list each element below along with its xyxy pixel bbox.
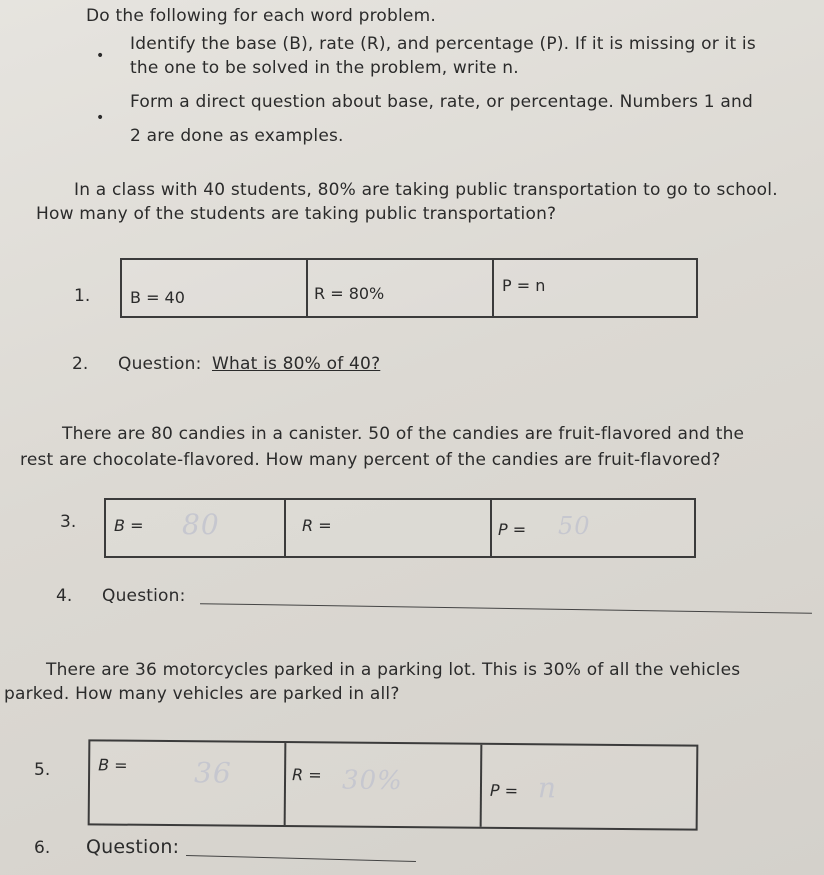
- problem-1-line-1: In a class with 40 students, 80% are taking public transportation to go to school.: [74, 180, 778, 200]
- handwritten-base-5: 36: [193, 756, 232, 790]
- answer-table-5: [88, 739, 699, 830]
- item-number-4: 4.: [56, 586, 73, 606]
- answer-table-3: [104, 498, 696, 558]
- item-number-2: 2.: [72, 354, 89, 374]
- base-cell-1: B = 40: [130, 288, 185, 307]
- handwritten-base-3: 80: [182, 508, 220, 541]
- question-label-4: Question:: [102, 586, 186, 606]
- divider: [306, 260, 308, 316]
- rate-cell-3: R =: [302, 516, 332, 535]
- problem-2-line-2: rest are chocolate-flavored. How many percent of the candies are fruit-flavored?: [20, 450, 721, 470]
- question-label-6: Question:: [86, 836, 180, 858]
- divider: [284, 743, 287, 825]
- divider: [492, 260, 494, 316]
- bullet-dot-2: •: [96, 110, 105, 126]
- problem-2-line-1: There are 80 candies in a canister. 50 of the candies are fruit-flavored and the: [62, 424, 745, 444]
- question-label-2: Question:: [118, 354, 202, 374]
- instruction-bullet-1-line-1: Identify the base (B), rate (R), and percentage (P). If it is missing or it is: [130, 34, 756, 54]
- percentage-cell-3: P =: [498, 520, 527, 539]
- instruction-bullet-1-line-2: the one to be solved in the problem, write n.: [130, 58, 519, 78]
- instruction-bullet-2-line-2: 2 are done as examples.: [130, 126, 344, 146]
- divider: [284, 500, 286, 556]
- instructions-intro: Do the following for each word problem.: [86, 6, 436, 26]
- answer-line-4: [200, 603, 812, 614]
- divider: [490, 500, 492, 556]
- instruction-bullet-2-line-1: Form a direct question about base, rate, or percentage. Numbers 1 and: [130, 92, 753, 112]
- base-cell-3: B =: [114, 516, 144, 535]
- base-cell-5: B =: [98, 755, 128, 775]
- question-answer-2: What is 80% of 40?: [212, 354, 381, 374]
- handwritten-rate-5: 30%: [341, 765, 403, 797]
- rate-cell-1: R = 80%: [314, 284, 385, 303]
- problem-3-line-1: There are 36 motorcycles parked in a parking lot. This is 30% of all the vehicles: [46, 660, 741, 680]
- problem-3-line-2: parked. How many vehicles are parked in all?: [4, 684, 400, 704]
- item-number-5: 5.: [34, 760, 51, 780]
- answer-line-6: [186, 855, 416, 862]
- answer-table-1: [120, 258, 698, 318]
- handwritten-percentage-5: n: [537, 771, 558, 805]
- percentage-cell-5: P =: [489, 780, 519, 801]
- item-number-6: 6.: [34, 838, 51, 858]
- percentage-cell-1: P = n: [502, 276, 546, 295]
- divider: [480, 745, 483, 827]
- item-number-3: 3.: [60, 512, 77, 532]
- rate-cell-5: R =: [292, 765, 322, 785]
- bullet-dot-1: •: [96, 48, 105, 64]
- problem-1-line-2: How many of the students are taking public transportation?: [36, 204, 557, 224]
- handwritten-percentage-3: 50: [558, 512, 591, 540]
- item-number-1: 1.: [74, 286, 91, 306]
